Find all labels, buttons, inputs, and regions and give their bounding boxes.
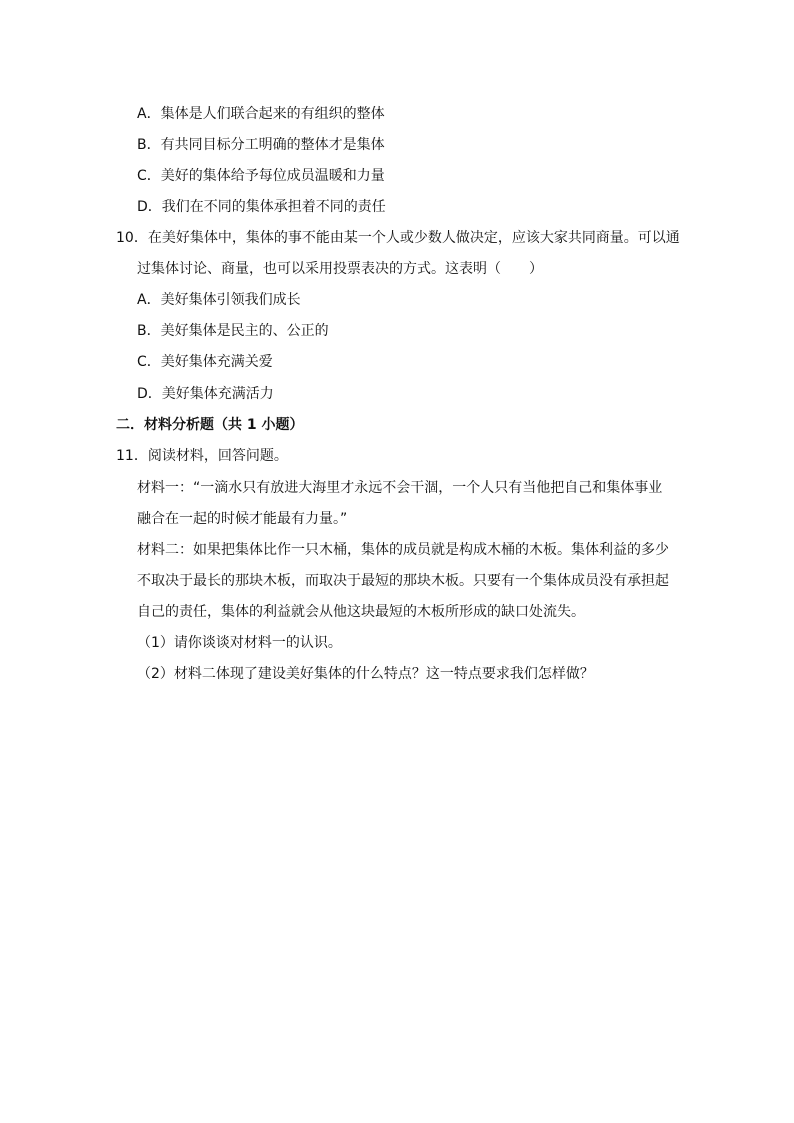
q11-material2-line3: 自己的责任，集体的利益就会从他这块最短的木板所形成的缺口处流失。: [137, 604, 585, 620]
q11-material1-line2: 融合在一起的时候才能最有力量。”: [137, 511, 348, 527]
q11-material2-line1: 材料二：如果把集体比作一只木桶，集体的成员就是构成木桶的木板。集体利益的多少: [137, 542, 669, 558]
q9-option-c: C．美好的集体给予每位成员温暖和力量: [137, 168, 385, 184]
q10-option-a: A．美好集体引领我们成长: [137, 292, 301, 308]
q11-subquestion-1: （1）请你谈谈对材料一的认识。: [137, 635, 342, 651]
section-title-material-analysis: 二．材料分析题（共 1 小题）: [116, 417, 304, 433]
q9-option-b: B．有共同目标分工明确的整体才是集体: [137, 137, 385, 153]
q11-subquestion-2: （2）材料二体现了建设美好集体的什么特点？这一特点要求我们怎样做？: [137, 666, 594, 682]
q10-option-d: D．美好集体充满活力: [137, 386, 274, 402]
q10-stem-line2: 过集体讨论、商量，也可以采用投票表决的方式。这表明（ ）: [137, 261, 543, 277]
q10-option-c: C．美好集体充满关爱: [137, 354, 273, 370]
q9-option-a: A．集体是人们联合起来的有组织的整体: [137, 106, 385, 122]
q11-material1-line1: 材料一：“一滴水只有放进大海里才永远不会干涸，一个人只有当他把自己和集体事业: [137, 480, 663, 496]
q10-stem-line1: 10．在美好集体中，集体的事不能由某一个人或少数人做决定，应该大家共同商量。可以通: [116, 230, 680, 246]
q9-option-d: D．我们在不同的集体承担着不同的责任: [137, 199, 386, 215]
q11-stem: 11．阅读材料，回答问题。: [116, 448, 288, 464]
q11-material2-line2: 不取决于最长的那块木板，而取决于最短的那块木板。只要有一个集体成员没有承担起: [137, 573, 669, 589]
q10-option-b: B．美好集体是民主的、公正的: [137, 323, 329, 339]
